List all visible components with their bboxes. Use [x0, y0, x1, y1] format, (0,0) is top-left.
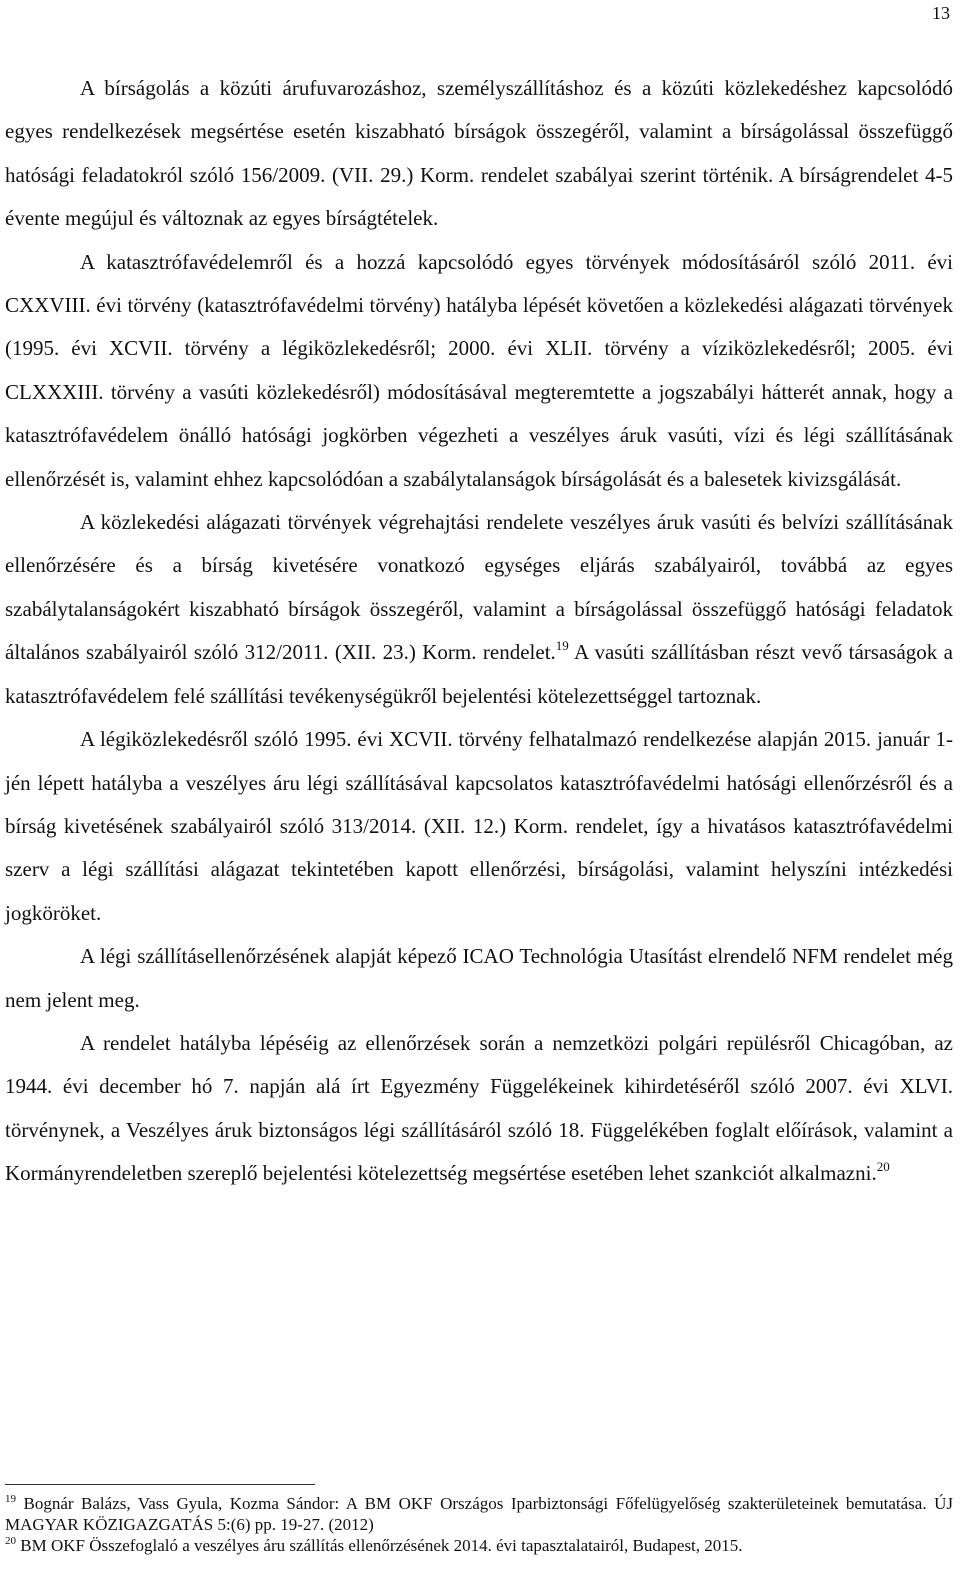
footnote-ref-19[interactable]: 19: [555, 638, 569, 654]
paragraph-3: [5, 501, 953, 718]
paragraph-3-text-before: A közlekedési alágazati törvények végrehajtási rendelete veszélyes áruk vasúti és belvízi szállításának ellenőrzésére és a bírság kivetésére vonatkozó egységes eljárás szabályairól, továbbá az egyes szabálytalanságokért kiszabható bírságok összegéről, valamint a bírságolással összefüggő hatósági feladatok általános szabályairól szóló 312/2011. (XII. 23.) Korm. rendelet.: [5, 510, 953, 665]
paragraph-2: A katasztrófavédelemről és a hozzá kapcsolódó egyes törvények módosításáról szóló 2011. évi CXXVIII. évi törvény (katasztrófavédelmi törvény) hatályba lépését követően a közlekedési alágazati törvények (1995. évi XCVII. törvény a légiközlekedésről; 2000. évi XLII. törvény a víziközlekedésről; 2005. évi CLXXXIII. törvény a vasúti közlekedésről) módosításával megteremtette a jogszabályi hátterét annak, hogy a katasztrófavédelem önálló hatósági jogkörben végezheti a veszélyes áruk vasúti, vízi és légi szállításának ellenőrzését is, valamint ehhez kapcsolódóan a szabálytalanságok bírságolását és a balesetek kivizsgálását.: [5, 249, 953, 491]
footnote-number-19: 19: [5, 1493, 16, 1505]
footnotes: [5, 1493, 953, 1556]
paragraph-4: A légiközlekedésről szóló 1995. évi XCVII. törvény felhatalmazó rendelkezése alapján 2015. január 1-jén lépett hatályba a veszélyes áru légi szállításával kapcsolatos katasztrófavédelmi hatósági ellenőrzésről és a bírság kivetésének szabályairól szóló 313/2014. (XII. 12.) Korm. rendelet, így a hivatásos katasztrófavédelmi szerv a légi szállítási alágazat tekintetében kapott ellenőrzési, bírságolási, valamint helyszíni intézkedési jogköröket.: [5, 727, 953, 925]
paragraph-3-text-after: A vasúti szállításban részt vevő társaságok a katasztrófavédelem felé szállítási tevékenységükről bejelentési kötelezettséggel tartoznak.: [5, 640, 953, 708]
paragraph-5: A légi szállításellenőrzésének alapját képező ICAO Technológia Utasítást elrendelő NFM rendelet még nem jelent meg.: [5, 944, 953, 1012]
footnote-text-20: BM OKF Összefoglaló a veszélyes áru szállítás ellenőrzésének 2014. évi tapasztalatairól, Budapest, 2015.: [16, 1536, 743, 1555]
footnote-19: [5, 1493, 953, 1535]
footnote-divider: [5, 1484, 315, 1485]
footnote-ref-20[interactable]: 20: [876, 1159, 890, 1175]
paragraph-6: [5, 1022, 953, 1196]
page-number: 13: [932, 3, 950, 23]
footnote-text-19: Bognár Balázs, Vass Gyula, Kozma Sándor: A BM OKF Országos Iparbiztonsági Főfelügyelőség szakterületeinek bemutatása. ÚJ MAGYAR KÖZIGAZGATÁS 5:(6) pp. 19-27. (2012): [5, 1494, 953, 1534]
paragraph-6-text-before: A rendelet hatályba lépéséig az ellenőrzések során a nemzetközi polgári repülésről Chicagóban, az 1944. évi december hó 7. napján alá írt Egyezmény Függelékeinek kihirdetéséről szóló 2007. évi XLVI. törvénynek, a Veszélyes áruk biztonságos légi szállításáról szóló 18. Függelékében foglalt előírások, valamint a Kormányrendeletben szereplő bejelentési kötelezettség megsértése esetében lehet szankciót alkalmazni.: [5, 1030, 953, 1186]
footnote-20: [5, 1535, 953, 1556]
paragraph-1: A bírságolás a közúti árufuvarozáshoz, személyszállításhoz és a közúti közlekedéshez kapcsolódó egyes rendelkezések megsértése esetén kiszabható bírságok összegéről, valamint a bírságolással összefüggő hatósági feladatokról szóló 156/2009. (VII. 29.) Korm. rendelet szabályai szerint történik. A bírságrendelet 4-5 évente megújul és változnak az egyes bírságtételek.: [5, 76, 953, 231]
footnote-number-20: 20: [5, 1535, 16, 1547]
main-text: [5, 67, 953, 1196]
